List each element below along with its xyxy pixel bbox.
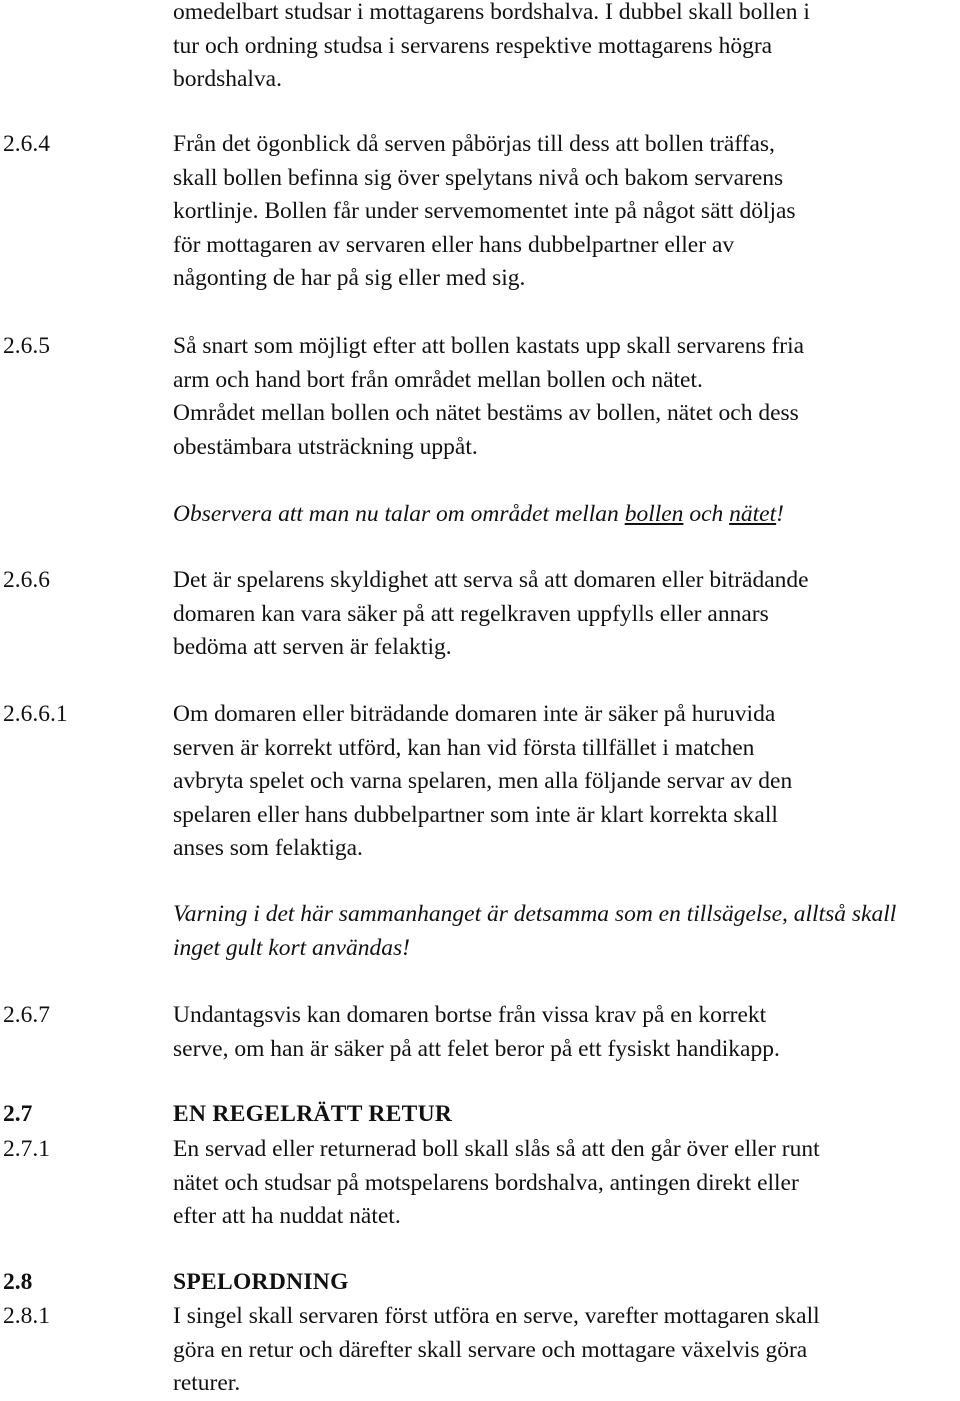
underlined-word: nätet	[729, 501, 777, 527]
text-line: spelaren eller hans dubbelpartner som inte är klart korrekta skall	[173, 801, 778, 828]
text-line: Från det ögonblick då serven påbörjas till dess att bollen träffas,	[173, 131, 775, 157]
section-number: 2.8.1	[3, 1303, 50, 1329]
text-line: bordshalva.	[173, 66, 282, 92]
text-line: tur och ordning studsa i servarens respektive mottagarens högra	[173, 32, 773, 59]
text-line: I singel skall servaren först utföra en serve, varefter mottagaren skall	[173, 1303, 820, 1329]
section-body	[173, 330, 957, 464]
intro-body	[173, 0, 957, 97]
section-number: 2.6.4	[3, 131, 50, 157]
note-text: och	[683, 501, 730, 527]
text-line: efter att ha nuddat nätet.	[173, 1203, 401, 1229]
text-line: domaren kan vara säker på att regelkraven uppfylls eller annars	[173, 600, 769, 627]
italic-note	[173, 898, 957, 965]
italic-note	[173, 498, 957, 532]
heading-title	[173, 1266, 957, 1300]
heading-text: EN REGELRÄTT RETUR	[173, 1101, 453, 1127]
text-line: skall bollen befinna sig över spelytans nivå och bakom servarens	[173, 164, 784, 191]
text-line: Det är spelarens skyldighet att serva så att domaren eller biträdande	[173, 567, 809, 593]
text-line: arm och hand bort från området mellan bollen och nätet.	[173, 366, 703, 393]
note-text: Observera att man nu talar om området mellan	[173, 501, 625, 527]
underlined-word: bollen	[624, 501, 684, 527]
section-number: 2.6.6	[3, 567, 50, 593]
text-line: Området mellan bollen och nätet bestäms av bollen, nätet och dess	[173, 400, 799, 426]
text-line: obestämbara utsträckning uppåt.	[173, 433, 478, 460]
heading-title	[173, 1098, 957, 1132]
section-body	[173, 1133, 957, 1234]
text-line: Undantagsvis kan domaren bortse från vissa krav på en korrekt	[173, 1002, 767, 1028]
text-line: någonting de har på sig eller med sig.	[173, 265, 526, 291]
text-line: serve, om han är säker på att felet beror på ett fysiskt handikapp.	[173, 1035, 780, 1062]
section-body	[173, 564, 957, 665]
section-number: 2.6.7	[3, 1002, 50, 1028]
section-body	[173, 128, 957, 296]
section-body	[173, 999, 957, 1066]
section-body	[173, 1300, 957, 1401]
note-line	[173, 498, 957, 532]
heading-text: SPELORDNING	[173, 1269, 349, 1295]
section-number: 2.6.5	[3, 333, 50, 359]
text-line: omedelbart studsar i mottagarens bordshalva. I dubbel skall bollen i	[173, 0, 810, 25]
text-line: för mottagaren av servaren eller hans dubbelpartner eller av	[173, 231, 735, 258]
text-line: nätet och studsar på motspelarens bordshalva, antingen direkt eller	[173, 1169, 799, 1196]
note-line: inget gult kort användas!	[173, 934, 410, 961]
heading-number: 2.8	[3, 1269, 33, 1295]
text-line: kortlinje. Bollen får under servemomentet inte på något sätt döljas	[173, 198, 796, 224]
text-line: serven är korrekt utförd, kan han vid första tillfället i matchen	[173, 734, 755, 761]
text-line: En servad eller returnerad boll skall slås så att den går över eller runt	[173, 1136, 820, 1162]
section-number: 2.6.6.1	[3, 701, 68, 727]
text-line: anses som felaktiga.	[173, 835, 363, 861]
note-line: Varning i det här sammanhanget är detsamma som en tillsägelse, alltså skall	[173, 901, 897, 927]
heading-number: 2.7	[3, 1101, 33, 1127]
text-line: göra en retur och därefter skall servare och mottagare växelvis göra	[173, 1336, 808, 1363]
text-line: Så snart som möjligt efter att bollen kastats upp skall servarens fria	[173, 333, 805, 359]
text-line: Om domaren eller biträdande domaren inte är säker på huruvida	[173, 701, 776, 727]
text-line: returer.	[173, 1370, 241, 1396]
text-line: avbryta spelet och varna spelaren, men alla följande servar av den	[173, 768, 793, 794]
note-text: !	[776, 501, 784, 527]
section-number: 2.7.1	[3, 1136, 50, 1162]
text-line: bedöma att serven är felaktig.	[173, 634, 452, 660]
section-body	[173, 698, 957, 866]
